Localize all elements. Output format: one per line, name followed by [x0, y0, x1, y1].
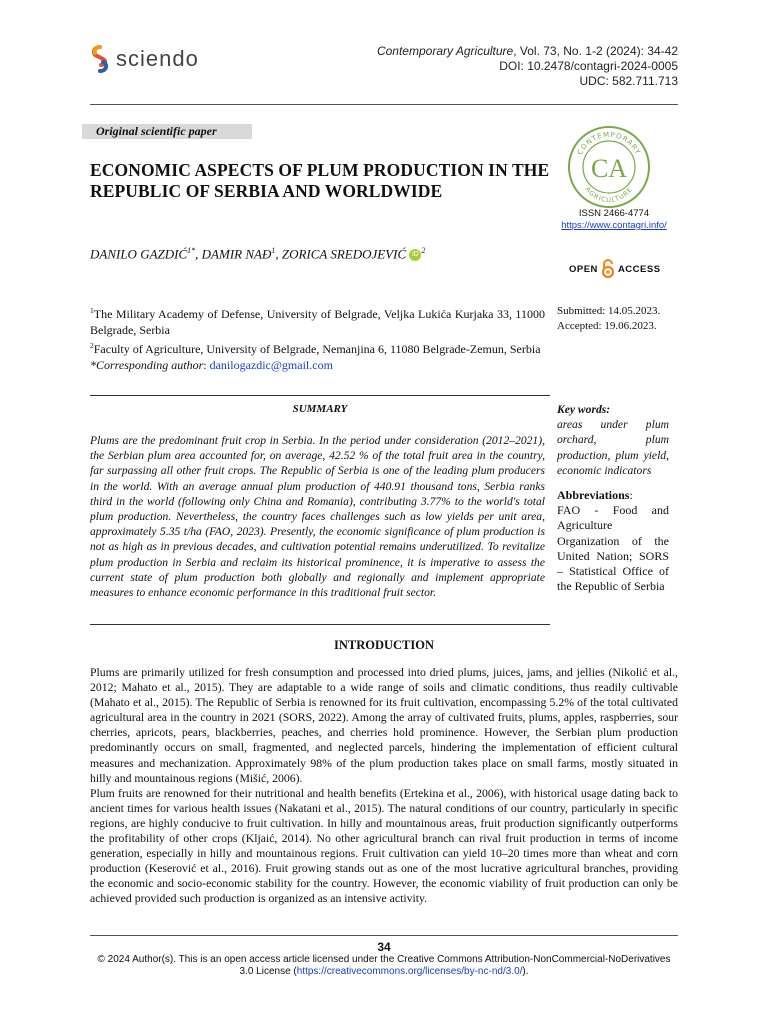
orcid-icon[interactable]: iD — [409, 249, 421, 261]
open-access-lock-icon — [601, 259, 615, 279]
header-divider — [90, 104, 678, 105]
logo-text: sciendo — [116, 46, 199, 71]
sciendo-logo — [89, 44, 229, 74]
corresponding-author-label: *Corresponding author — [90, 357, 204, 372]
footer-divider — [90, 935, 678, 936]
udc: UDC: 582.711.713 — [579, 74, 678, 88]
abbreviations-heading: Abbreviations — [557, 488, 630, 503]
license-link[interactable]: https://creativecommons.org/licenses/by-nc-nd/3.0/ — [296, 966, 523, 977]
affiliation-1-sup: 1 — [90, 306, 94, 315]
affiliation-2-text: Faculty of Agriculture, University of Belgrade, Nemanjina 6, 11080 Belgrade-Zemun, Serbia — [93, 342, 541, 356]
ca-ring-top: CONTEMPORARY — [575, 130, 643, 157]
keywords-sidebar — [557, 402, 669, 594]
sciendo-logo-icon — [89, 45, 111, 73]
affiliation-2 — [90, 338, 545, 358]
corresponding-author: *Corresponding author: danilogazdic@gmail.com — [90, 357, 333, 372]
journal-info — [377, 44, 678, 89]
author-list — [90, 246, 550, 262]
author-1-sup: 1* — [187, 246, 196, 255]
affiliations — [90, 303, 545, 373]
license-notice — [90, 954, 678, 978]
ca-ring-bottom: AGRICULTURE — [583, 185, 635, 205]
author-1: DANILO GAZDIĆ — [90, 246, 188, 262]
issn-number: ISSN 2466-4774 — [578, 208, 650, 219]
submitted-date: Submitted: 14.05.2023. — [557, 305, 661, 317]
submission-dates — [557, 304, 687, 334]
introduction-paragraph-1: Plums are primarily utilized for fresh consumption and processed into dried plums, juices, jams, and jellies (Nikolić et al., 2012; Mahato et al., 2015). They are adaptable to a wide range of soils and climatic conditions, thus readily cultivable (Mahato et al., 2015). The Republic of Serbia is renowned for its fruit cultivation, encompassing 5.2% of the total cultivated agricultural area in the country in 2021 (SORS, 2022). Among the array of cultivated fruits, plums, apples, raspberries, sour cherries, apricots, pears, blackberries, peaches, and cherries hold prominence. However, the Serbian plum production predominantly occurs on small, fragmented, and neglected parcels, hindering the implementation of efficient cultural measures and mechanization. Approximately 98% of the plum production takes place on small farms, mostly situated in hilly and mountainous regions (Mišić, 2006). — [90, 666, 678, 785]
paper-title: ECONOMIC ASPECTS OF PLUM PRODUCTION IN THE REPUBLIC OF SERBIA AND WORLDWIDE — [90, 160, 550, 201]
access-label: ACCESS — [617, 263, 661, 275]
doi: DOI: 10.2478/contagri-2024-0005 — [499, 59, 678, 73]
abbreviations-heading-row: Abbreviations: — [557, 488, 633, 503]
open-access-badge — [569, 258, 663, 280]
summary-text: Plums are the predominant fruit crop in Serbia. In the period under consideration (2012–2021), the Serbian plum area accounted for, on average, 42.52 % of the total fruit area in the country, far surpassing all other fruit crops. The Republic of Serbia is one of the leading plum producers in the world. With an average annual plum production of 440.91 thousand tons, Serbia ranks third in the world (following only China and Romania), contributing 3.77% to the world's total plum production. Nevertheless, the country faces challenges such as low yields per unit area, approximately 5.35 t/ha (FAO, 2023). Presently, the economic significance of plum production is not as high as in previous decades, and cultivation potential remains underutilized. To revitalize plum production in Serbia and reclaim its historical prominence, it is imperative to assess the current state of plum production both globally and regionally and implement appropriate measures to enhance economic performance in this traditional fruit sector. — [90, 434, 545, 600]
affiliation-2-sup: 2 — [90, 341, 94, 350]
journal-name: Contemporary Agriculture — [376, 44, 514, 58]
author-3: , ZORICA SREDOJEVIĆ — [275, 246, 407, 262]
introduction-heading: INTRODUCTION — [333, 638, 434, 652]
abbreviations-text: FAO - Food and Agriculture Organization of the United Nation; SORS – Statistical Office of the Republic of Serbia — [557, 503, 669, 594]
author-2-sup: 1 — [271, 246, 276, 255]
journal-volume: , Vol. 73, No. 1-2 (2024): 34-42 — [513, 44, 678, 58]
page-number: 34 — [377, 940, 391, 954]
introduction-paragraph-2: Plum fruits are renowned for their nutritional and health benefits (Ertekina et al., 2006), with historical usage dating back to ancient times for various health issues (Nakatani et al., 2015). The natural conditions of our country, particularly in specific regions, are highly conducive to fruit cultivation. In hilly and mountainous areas, fruit production significantly outperforms the profitability of other crops (Kljaić, 2014). No other agricultural branch can rival fruit production in terms of income generation, especially in hilly and mountainous regions. Fruit cultivation can yield 10–20 times more than wheat and corn production (Keserović et al., 2016). Fruit growing stands out as one of the most lucrative agricultural branches, providing the economic and socio-economic stability for the country. However, the economic viability of fruit production can only be achieved provided such production is organized as an intensive activity. — [90, 786, 678, 906]
license-text: © 2024 Author(s). This is an open access article licensed under the Creative Commons Attribution-NonCommercial-NoDerivatives 3.0 License ( — [97, 954, 671, 977]
journal-citation — [377, 44, 678, 59]
summary-top-rule — [90, 395, 550, 396]
corresponding-email-link[interactable]: danilogazdic@gmail.com — [209, 357, 333, 372]
summary-bottom-rule — [90, 624, 550, 625]
affiliation-1-text: The Military Academy of Defense, University of Belgrade, Veljka Lukića Kurjaka 33, 11000 Belgrade, Serbia — [90, 307, 545, 337]
keywords-text: areas under plum orchard, plum production, plum yield, economic indicators — [557, 418, 669, 477]
author-2: , DAMIR NAĐ — [195, 246, 272, 262]
keywords-heading: Key words: — [557, 403, 611, 416]
contemporary-agriculture-logo-icon — [566, 124, 652, 210]
journal-website-link[interactable]: https://www.contagri.info/ — [561, 220, 667, 231]
issn-block — [555, 208, 673, 232]
author-3-sup: 2 — [421, 246, 426, 255]
introduction-body — [90, 665, 678, 907]
svg-text:AGRICULTURE — [584, 185, 635, 204]
affiliation-1 — [90, 303, 545, 338]
accepted-date: Accepted: 19.06.2023. — [557, 320, 657, 332]
license-end: ). — [522, 966, 529, 977]
paper-type-badge: Original scientific paper — [82, 124, 252, 139]
open-label: OPEN — [569, 263, 598, 275]
summary-heading: SUMMARY — [292, 403, 348, 415]
ca-monogram: CA — [590, 154, 628, 183]
